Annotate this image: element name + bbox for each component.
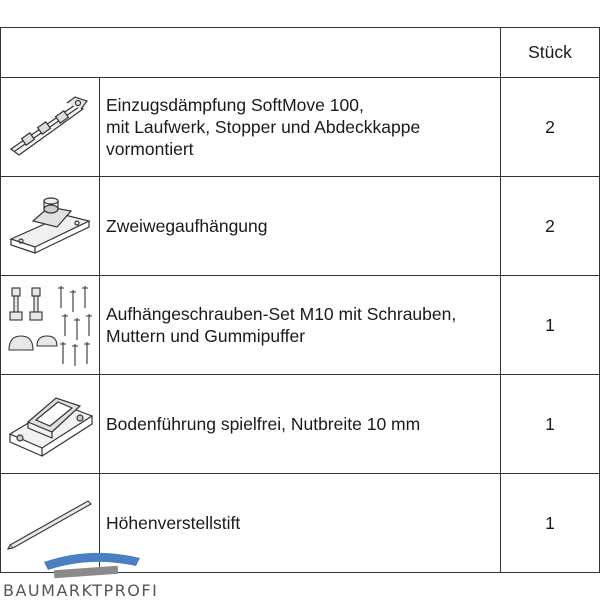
part-quantity-cell: 1 <box>501 276 600 374</box>
table-row <box>1 276 600 375</box>
part-description: Aufhängeschrauben-Set M10 mit Schrauben, Muttern und Gummipuffer <box>106 304 457 346</box>
part-description: Einzugsdämpfung SoftMove 100, mit Laufwerk, Stopper und Abdeckkappe vormontiert <box>106 95 421 159</box>
header-quantity-cell: Stück <box>501 28 600 77</box>
height-adjust-pin-icon <box>4 493 96 553</box>
table-row <box>1 375 600 474</box>
baumarktprofi-logo-icon <box>40 548 160 582</box>
floor-guide-icon <box>4 384 96 464</box>
part-description-cell <box>100 375 501 473</box>
parts-table <box>0 27 600 573</box>
part-quantity-cell: 1 <box>501 474 600 572</box>
logo-text: BAUMARKTPROFI <box>3 581 159 600</box>
part-quantity-cell: 1 <box>501 375 600 473</box>
screw-set-icon <box>3 280 97 370</box>
part-description-cell <box>100 276 501 374</box>
part-image-cell <box>1 375 100 473</box>
softmove-damper-icon <box>5 87 95 167</box>
header-description-cell <box>1 28 501 77</box>
part-image-cell <box>1 177 100 275</box>
two-way-hanger-icon <box>5 191 95 261</box>
baumarktprofi-logo <box>0 548 170 600</box>
part-description: Bodenführung spielfrei, Nutbreite 10 mm <box>106 414 421 434</box>
part-image-cell <box>1 276 100 374</box>
part-description: Höhenverstellstift <box>106 513 241 533</box>
part-description-cell <box>100 177 501 275</box>
part-quantity-cell: 2 <box>501 177 600 275</box>
table-row <box>1 78 600 177</box>
part-quantity-cell: 2 <box>501 78 600 176</box>
table-header-row <box>1 28 600 78</box>
table-row <box>1 177 600 276</box>
part-description: Zweiwegaufhängung <box>106 216 268 236</box>
part-image-cell <box>1 78 100 176</box>
part-description-cell <box>100 78 501 176</box>
